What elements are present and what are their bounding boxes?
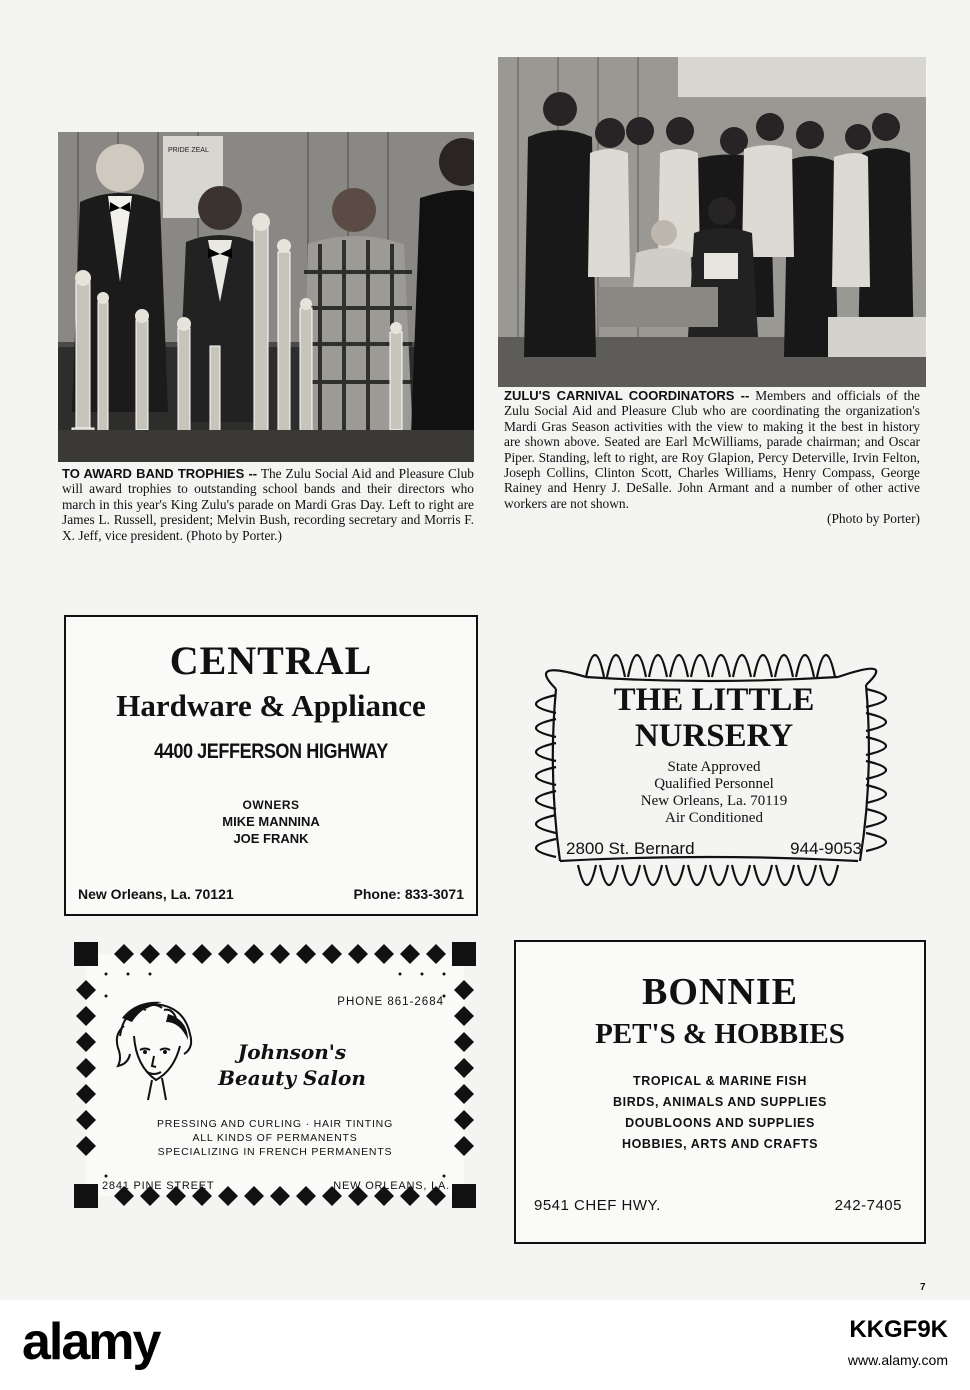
bonnie-product-line: TROPICAL & MARINE FISH [632,1074,808,1088]
nursery-info-line: New Orleans, La. 70119 [640,793,788,809]
coordinators-caption-headline: ZULU'S CARNIVAL COORDINATORS -- [504,388,750,403]
salon-service-line: PRESSING AND CURLING · HAIR TINTING [156,1118,394,1130]
salon-service-line: SPECIALIZING IN FRENCH PERMANENTS [157,1146,393,1158]
bonnie-product-line: DOUBLOONS AND SUPPLIES [625,1116,815,1130]
salon-city: NEW ORLEANS, LA. [333,1180,450,1192]
central-owner: MIKE MANNINA [222,814,320,829]
trophies-caption-body: The Zulu Social Aid and Pleasure Club will award trophies to outstanding school bands and their directors who march in this year's King Zulu's parade on Mardi Gras Day. Left to right are James L. Russell, president; Melvin Bush, recording secretary and Morris F. X. Jeff, vice president. (Photo by Porter.) [62,466,474,543]
salon-footer [102,1180,450,1192]
watermark-logo: alamy [22,1313,160,1371]
nursery-name-line1: THE LITTLE [613,682,815,718]
salon-service-line: ALL KINDS OF PERMANENTS [192,1132,358,1144]
central-name: CENTRAL [169,638,373,683]
coordinators-caption-body: Members and officials of the Zulu Social Aid and Pleasure Club who are coordinating the organization's Mardi Gras Season activities with the view to making it the best in history are shown above. Seated are Earl McWilliams, parade chairman; and Oscar Piper. Standing, left to right, are Roy Glapion, Percy Deterville, Irvin Felton, Joseph Collins, Clinton Scott, Charles Williams, Henry Compass, George Rainey and Henry J. DeSalle. John Armant and a number of other active workers are not shown. [504,388,920,511]
poster-text: PRIDE ZEAL [168,147,209,154]
coordinators-caption-credit: (Photo by Porter) [827,511,920,527]
nursery-phone: 944-9053 [790,839,862,858]
salon-name-line2: Beauty Salon [218,1066,366,1090]
central-hardware-ad [64,615,478,916]
nursery-info-line: Air Conditioned [665,810,763,826]
central-owners-label: OWNERS [242,798,300,812]
central-subtitle: Hardware & Appliance [116,688,426,723]
bonnie-product-lines [516,1071,924,1155]
johnsons-beauty-salon-ad [62,930,488,1220]
bonnie-pets-hobbies-ad [514,940,926,1244]
little-nursery-ad [508,625,920,915]
bonnie-name: BONNIE [642,971,798,1013]
trophies-photo [58,132,474,462]
bonnie-subtitle: PET'S & HOBBIES [595,1018,845,1050]
coordinators-caption [504,388,920,527]
nursery-address: 2800 St. Bernard [566,839,695,858]
nursery-info-line: State Approved [667,759,761,775]
salon-name-line1: Johnson's [237,1040,347,1064]
bonnie-footer [534,1197,902,1214]
bonnie-product-line: HOBBIES, ARTS AND CRAFTS [621,1137,819,1151]
nursery-name-line2: NURSERY [634,718,794,754]
nursery-footer [566,839,862,859]
coordinators-photo [498,57,926,387]
central-owner: JOE FRANK [233,831,309,846]
bonnie-phone: 242-7405 [834,1197,902,1214]
woman-portrait-illustration [102,996,202,1104]
watermark-url: www.alamy.com [847,1352,948,1368]
central-phone: Phone: 833-3071 [353,886,464,902]
coordinators-photo-art [498,57,926,387]
salon-phone: PHONE 861-2684 [337,996,444,1008]
central-city: New Orleans, La. 70121 [78,886,234,902]
salon-address: 2841 PINE STREET [102,1180,215,1192]
bonnie-address: 9541 CHEF HWY. [534,1197,661,1214]
central-address: 4400 JEFFERSON HIGHWAY [154,740,388,763]
nursery-info-line: Qualified Personnel [654,776,774,792]
trophies-caption-headline: TO AWARD BAND TROPHIES -- [62,466,258,481]
page-number: 7 [920,1282,926,1293]
bonnie-product-line: BIRDS, ANIMALS AND SUPPLIES [613,1095,827,1109]
trophies-caption [62,466,474,543]
trophies-photo-art [58,132,474,462]
watermark-image-id: KKGF9K [849,1316,948,1343]
central-footer [78,886,464,902]
